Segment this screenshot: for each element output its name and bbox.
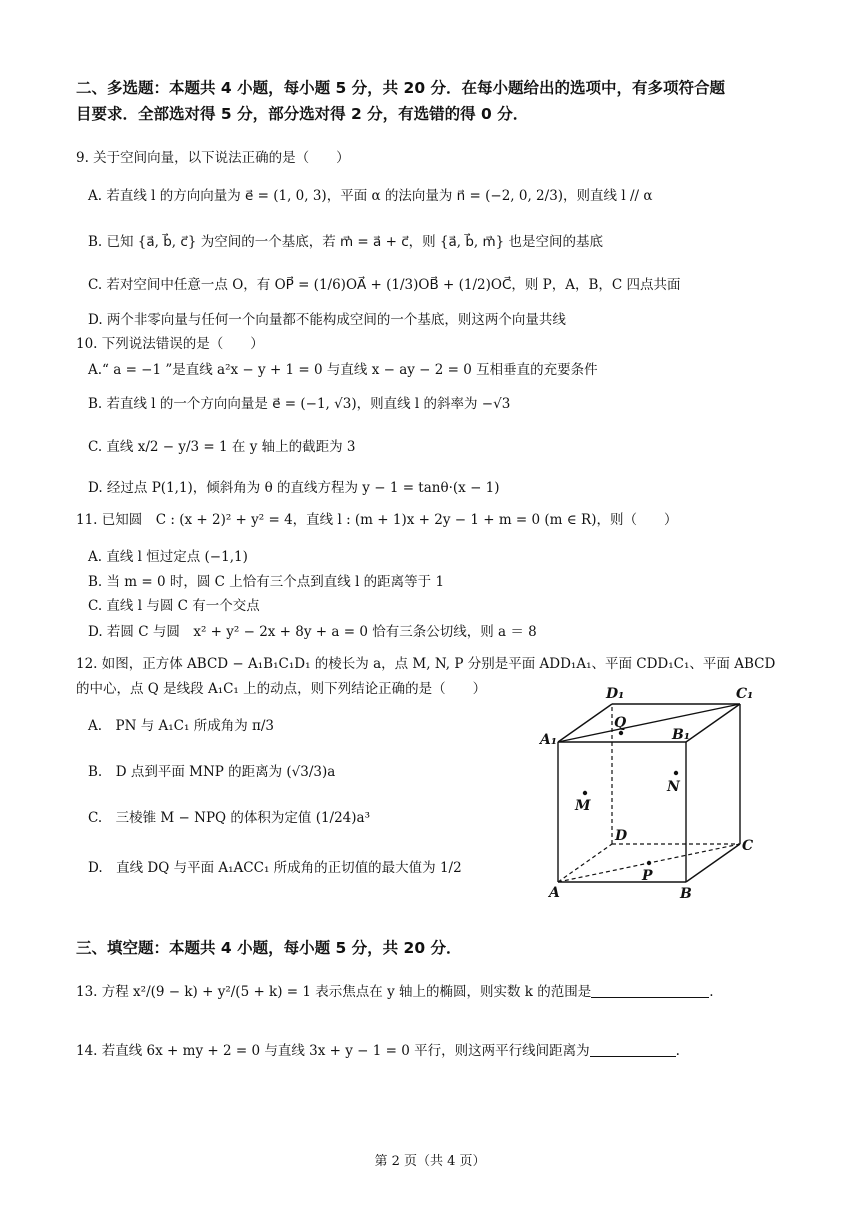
point-q [619,731,623,735]
q10-option-a: A.“ a = −1 ”是直线 a²x − y + 1 = 0 与直线 x − ay − 2 = 0 互相垂直的充要条件 [88,362,598,378]
q10-option-c: C. 直线 x/2 − y/3 = 1 在 y 轴上的截距为 3 [88,439,356,455]
label-c: C [742,838,754,854]
section-2-heading-line1: 二、多选题：本题共 4 小题，每小题 5 分，共 20 分．在每小题给出的选项中，有多项符合题 [76,79,726,97]
q11-option-a: A. 直线 l 恒过定点 (−1,1) [88,549,248,565]
q9-stem: 9. 关于空间向量，以下说法正确的是（ ） [76,150,350,166]
q11-option-d: D. 若圆 C 与圆 x² + y² − 2x + 8y + a = 0 恰有三条公切线，则 a ＝ 8 [88,624,537,640]
q12-stem-line2: 的中心，点 Q 是线段 A₁C₁ 上的动点，则下列结论正确的是（ ） [76,681,487,697]
point-n [674,771,678,775]
label-n: N [667,779,680,795]
q14 [76,1041,796,1061]
q9-option-a: A. 若直线 l 的方向向量为 e⃗ = (1, 0, 3)，平面 α 的法向量为 n⃗ = (−2, 0, 2/3)，则直线 l // α [88,188,653,204]
q10-stem: 10. 下列说法错误的是（ ） [76,336,264,352]
q13-text: 13. 方程 x²/(9 − k) + y²/(5 + k) = 1 表示焦点在 y 轴上的椭圆，则实数 k 的范围是 [76,984,592,1000]
point-m [583,791,587,795]
q12-stem-line1: 12. 如图，正方体 ABCD − A₁B₁C₁D₁ 的棱长为 a，点 M, N, P 分别是平面 ADD₁A₁、平面 CDD₁C₁、平面 ABCD [76,656,776,672]
cube-figure [530,684,770,904]
page-footer: 第 2 页（共 4 页） [374,1154,486,1169]
label-d: D [615,828,628,844]
q13-answer-blank[interactable] [591,983,709,998]
label-c1: C₁ [736,686,754,702]
label-d1: D₁ [606,686,625,702]
label-a: A [549,885,560,901]
q9-option-d: D. 两个非零向量与任何一个向量都不能构成空间的一个基底，则这两个向量共线 [88,312,566,328]
q9-option-c: C. 若对空间中任意一点 O，有 OP⃗ = (1/6)OA⃗ + (1/3)OB⃗ + (1/2)OC⃗，则 P，A，B，C 四点共面 [88,277,681,293]
label-b: B [680,886,692,902]
q11-option-b: B. 当 m = 0 时，圆 C 上恰有三个点到直线 l 的距离等于 1 [88,574,445,590]
q9-option-b: B. 已知 {a⃗, b⃗, c⃗} 为空间的一个基底，若 m⃗ = a⃗ + c⃗，则 {a⃗, b⃗, m⃗} 也是空间的基底 [88,234,604,250]
q14-text: 14. 若直线 6x + my + 2 = 0 与直线 3x + y − 1 = 0 平行，则这两平行线间距离为 [76,1043,590,1059]
hidden-edge-a-d [558,844,612,882]
q11-option-c: C. 直线 l 与圆 C 有一个交点 [88,598,260,614]
q10-option-b: B. 若直线 l 的一个方向向量是 e⃗ = (−1, √3)，则直线 l 的斜率为 −√3 [88,396,511,412]
q14-end: . [675,1043,680,1059]
q12-option-b: B. D 点到平面 MNP 的距离为 (√3/3)a [88,764,336,780]
q12-option-c: C. 三棱锥 M − NPQ 的体积为定值 (1/24)a³ [88,810,371,826]
q11-stem: 11. 已知圆 C : (x + 2)² + y² = 4，直线 l : (m + 1)x + 2y − 1 + m = 0 (m ∈ R)，则（ ） [76,512,678,528]
label-a1: A₁ [540,732,557,748]
q10-option-d: D. 经过点 P(1,1)，倾斜角为 θ 的直线方程为 y − 1 = tanθ·(x − 1) [88,480,500,496]
label-m: M [575,798,591,814]
label-q: Q [614,715,627,731]
q14-answer-blank[interactable] [590,1042,676,1057]
label-b1: B₁ [672,727,690,743]
edge-c-b [686,844,740,882]
q12-option-d: D. 直线 DQ 与平面 A₁ACC₁ 所成角的正切值的最大值为 1/2 [88,860,462,876]
q13 [76,982,796,1002]
label-p: P [642,868,653,884]
section-2-heading-line2: 目要求．全部选对得 5 分，部分选对得 2 分，有选错的得 0 分． [76,105,529,123]
q13-end: . [709,984,714,1000]
q12-option-a: A. PN 与 A₁C₁ 所成角为 π/3 [88,718,275,734]
point-p [647,861,651,865]
section-3-heading: 三、填空题：本题共 4 小题，每小题 5 分，共 20 分． [76,939,462,957]
